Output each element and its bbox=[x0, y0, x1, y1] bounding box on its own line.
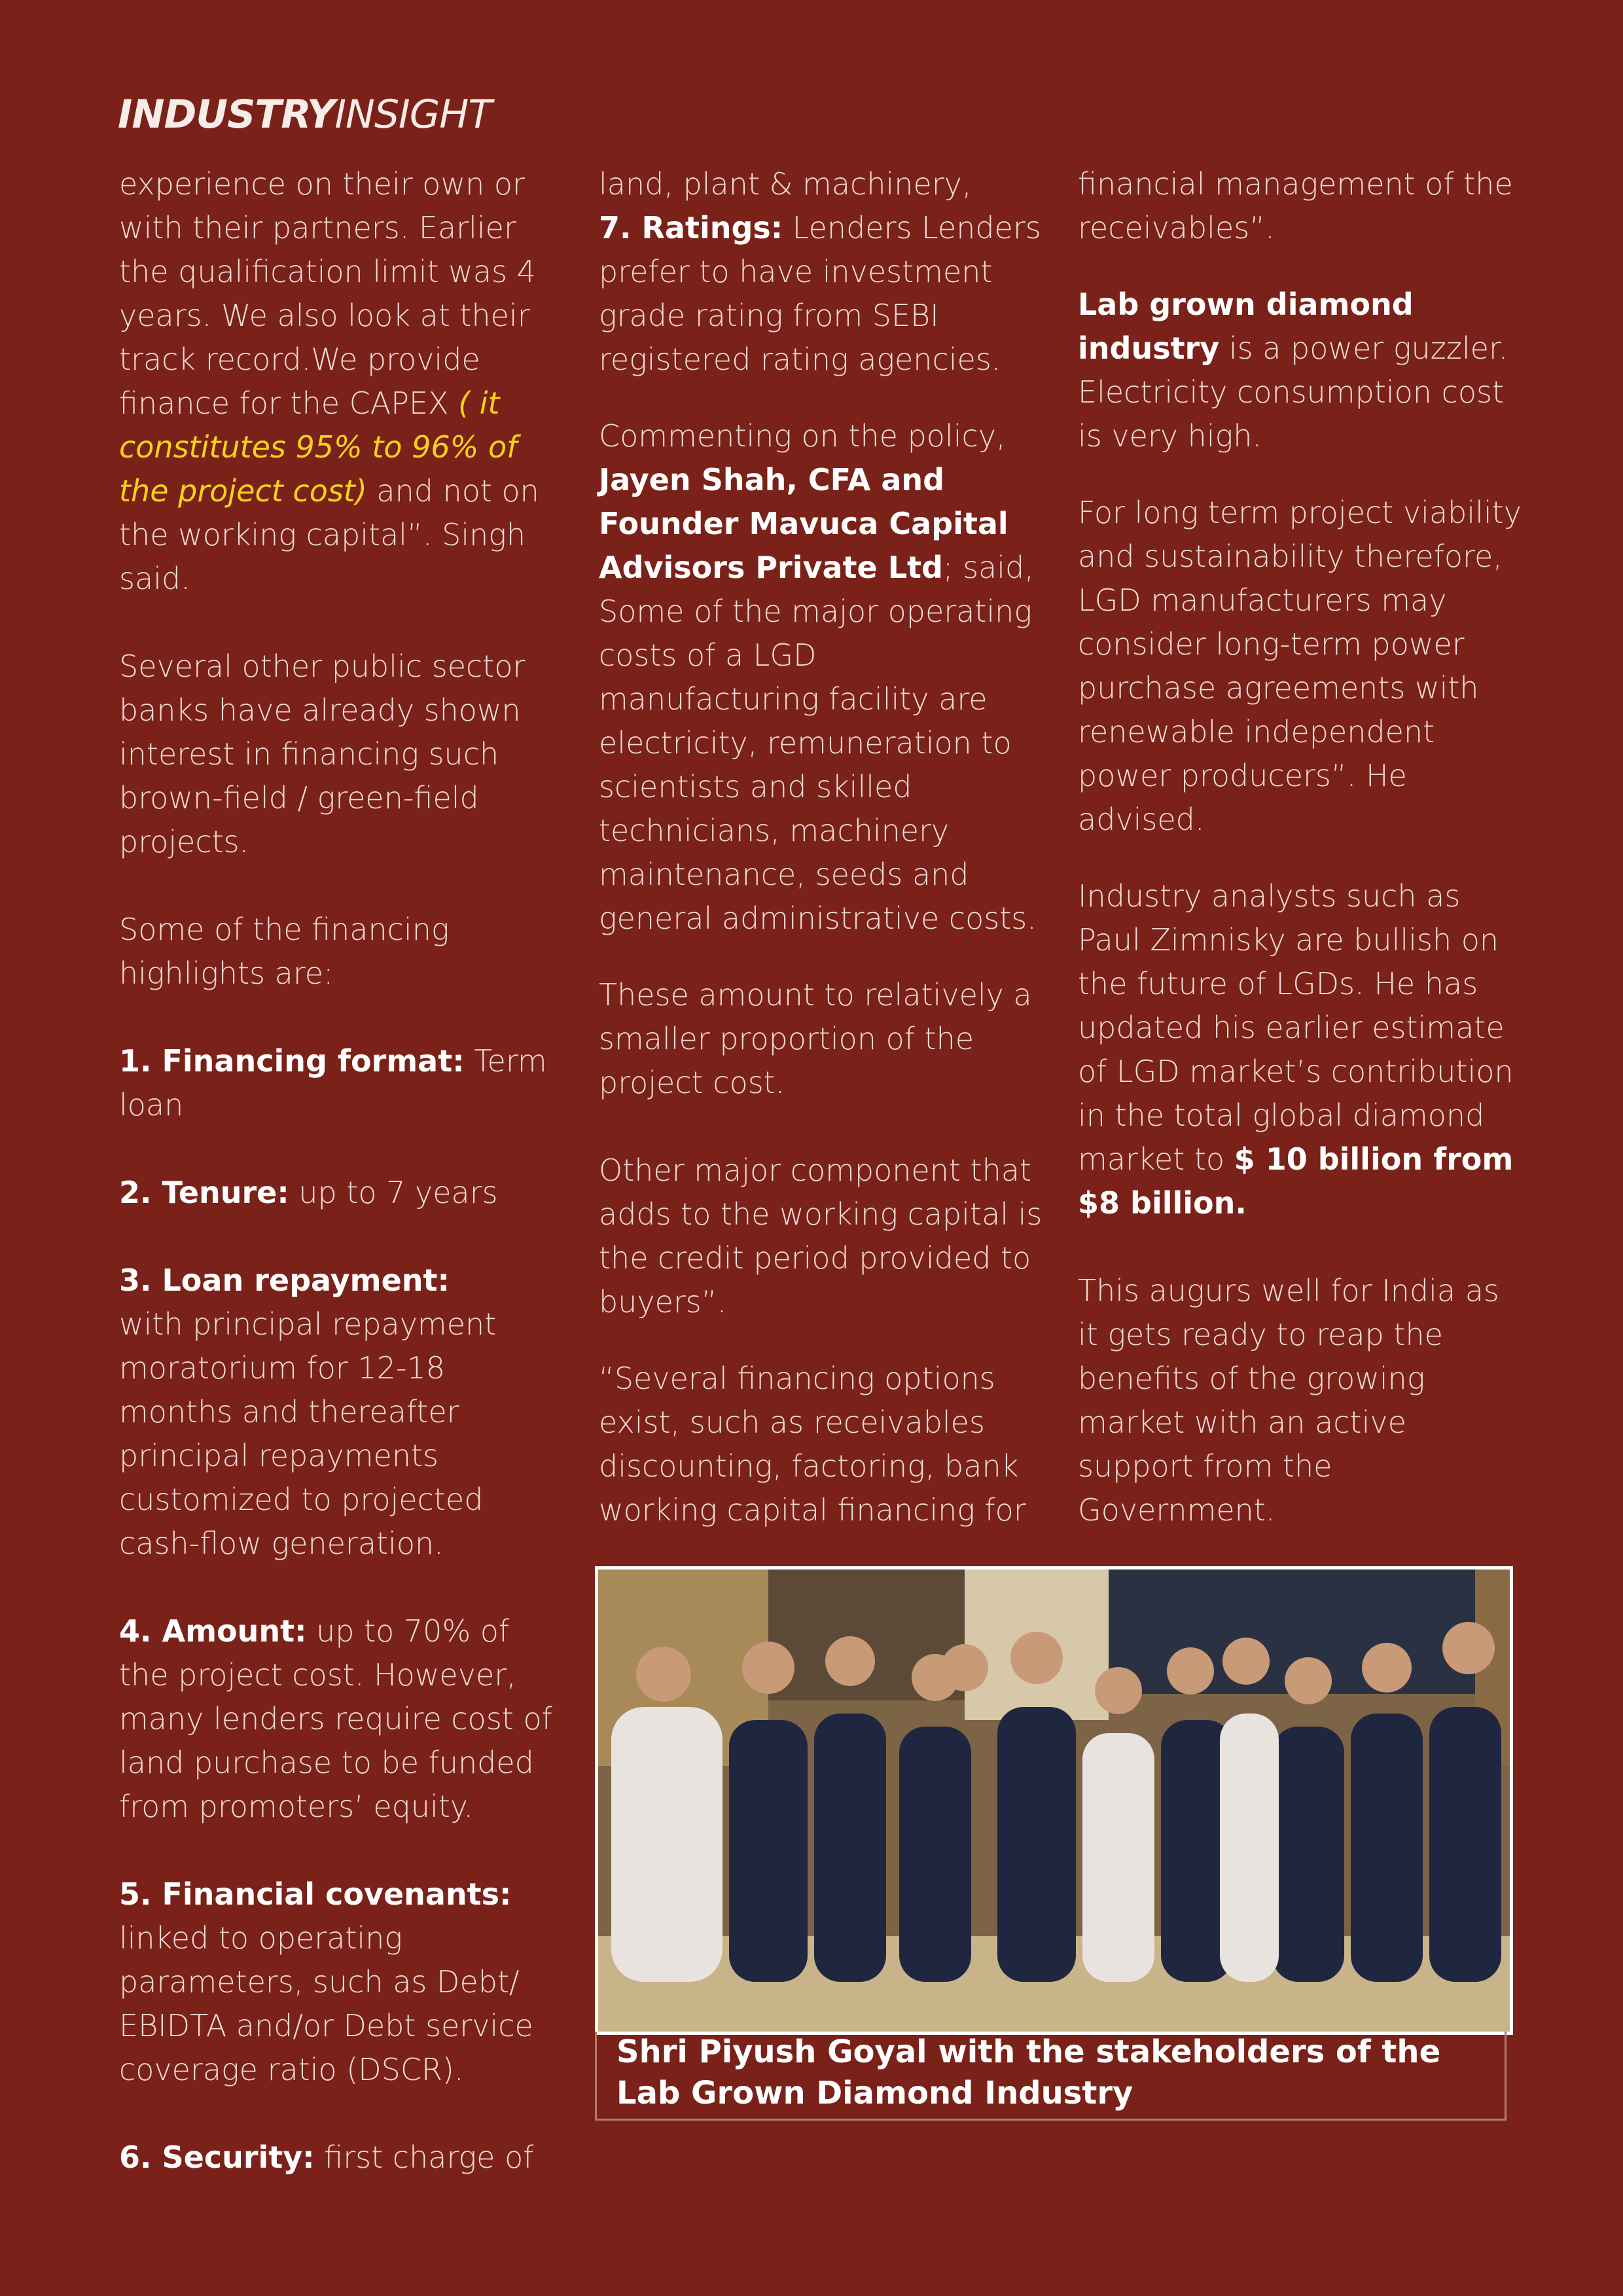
list-item bbox=[119, 1873, 564, 2092]
text: experience on their own or with their partners. Earlier the qualification limit was 4 years. We also look at their track record.We provide finance for the CAPEX bbox=[119, 166, 536, 421]
item-label: 1. Financing format: bbox=[119, 1043, 465, 1079]
item-text: Lenders Lenders prefer to have investment grade rating from SEBI registered rating agencies. bbox=[599, 210, 1041, 377]
list-item bbox=[119, 1171, 564, 1215]
item-label: 3. Loan repayment: bbox=[119, 1263, 450, 1298]
paragraph bbox=[1078, 283, 1523, 458]
text: Commenting on the policy, bbox=[599, 418, 1006, 454]
item-text: with principal repayment moratorium for 12-18 months and thereafter principal repayments customized to projected cash-flow generation. bbox=[119, 1306, 497, 1561]
item-label: 7. Ratings: bbox=[599, 210, 783, 245]
group-photo-illustration bbox=[598, 1570, 1510, 2032]
photo-caption-box bbox=[595, 2032, 1507, 2121]
paragraph: These amount to relatively a smaller proportion of the project cost. bbox=[599, 977, 1032, 1100]
item-text: Term loan bbox=[119, 1043, 547, 1122]
item-text: linked to operating parameters, such as Debt/ EBIDTA and/or Debt service coverage ratio (DSCR). bbox=[119, 1920, 533, 2087]
column-2 bbox=[599, 162, 1044, 1576]
text: land, plant & machinery, bbox=[599, 166, 972, 202]
paragraph bbox=[119, 162, 564, 601]
section-header-bold: INDUSTRY bbox=[118, 92, 335, 137]
text: and not on the working capital”. Singh said. bbox=[119, 473, 539, 596]
text: is a power guzzler. Electricity consumption cost is very high. bbox=[1078, 331, 1508, 454]
column-3 bbox=[1078, 162, 1523, 1576]
section-header-light: INSIGHT bbox=[334, 92, 491, 137]
paragraph: “Several financing options exist, such as receivables discounting, factoring, bank working capital financing for bbox=[599, 1361, 1026, 1528]
list-item bbox=[119, 2136, 564, 2179]
quoted-person: Jayen Shah, CFA and Founder Mavuca Capital Advisors Private Ltd bbox=[599, 462, 1008, 585]
list-item bbox=[119, 1259, 564, 1566]
paragraph: This augurs well for India as it gets ready to reap the benefits of the growing market with an active support from the Government. bbox=[1078, 1273, 1499, 1528]
item-text: up to 7 years bbox=[289, 1175, 498, 1210]
paragraph: Other major component that adds to the working capital is the credit period provided to buyers”. bbox=[599, 1153, 1043, 1319]
text: Industry analysts such as Paul Zimnisky are bullish on the future of LGDs. He has updated his earlier estimate of LGD market’s contribution in the total global diamond market to bbox=[1078, 878, 1514, 1177]
bold-text: $ 10 billion from $8 billion. bbox=[1078, 1141, 1514, 1221]
group-photo bbox=[595, 1566, 1513, 2035]
list-item bbox=[119, 1039, 564, 1127]
text: ; said, Some of the major operating costs of a LGD manufacturing facility are electricity, remuneration to scientists and skilled technicians, machinery maintenance, seeds and general administrative costs. bbox=[599, 550, 1037, 936]
paragraph: Some of the financing highlights are: bbox=[119, 912, 450, 991]
item-label: 2. Tenure: bbox=[119, 1175, 289, 1210]
item-text: first charge of bbox=[314, 2140, 534, 2175]
bold-text: Lab grown diamond industry bbox=[1078, 287, 1414, 366]
item-label: 6. Security: bbox=[119, 2140, 315, 2175]
paragraph bbox=[599, 414, 1044, 941]
paragraph: Several other public sector banks have already shown interest in financing such brown-field / green-field projects. bbox=[119, 649, 526, 859]
paragraph: For long term project viability and sustainability therefore, LGD manufacturers may consider long-term power purchase agreements with renewable independent power producers”. He advised. bbox=[1078, 495, 1522, 837]
highlight-text: ( it constitutes 95% to 96% of the project cost) bbox=[119, 386, 518, 509]
item-label: 5. Financial covenants: bbox=[119, 1876, 512, 1912]
column-1 bbox=[119, 162, 564, 2223]
paragraph bbox=[1078, 874, 1523, 1225]
section-header bbox=[118, 92, 491, 137]
item-label: 4. Amount: bbox=[119, 1613, 307, 1649]
list-item bbox=[119, 1609, 564, 1829]
photo-caption: Shri Piyush Goyal with the stakeholders of the Lab Grown Diamond Industry bbox=[616, 2034, 1441, 2111]
paragraph: financial management of the receivables”. bbox=[1078, 166, 1513, 245]
item-text: up to 70% of the project cost. However, many lenders require cost of land purchase to be funded from promoters’ equity. bbox=[119, 1613, 552, 1824]
paragraph bbox=[599, 162, 1044, 382]
